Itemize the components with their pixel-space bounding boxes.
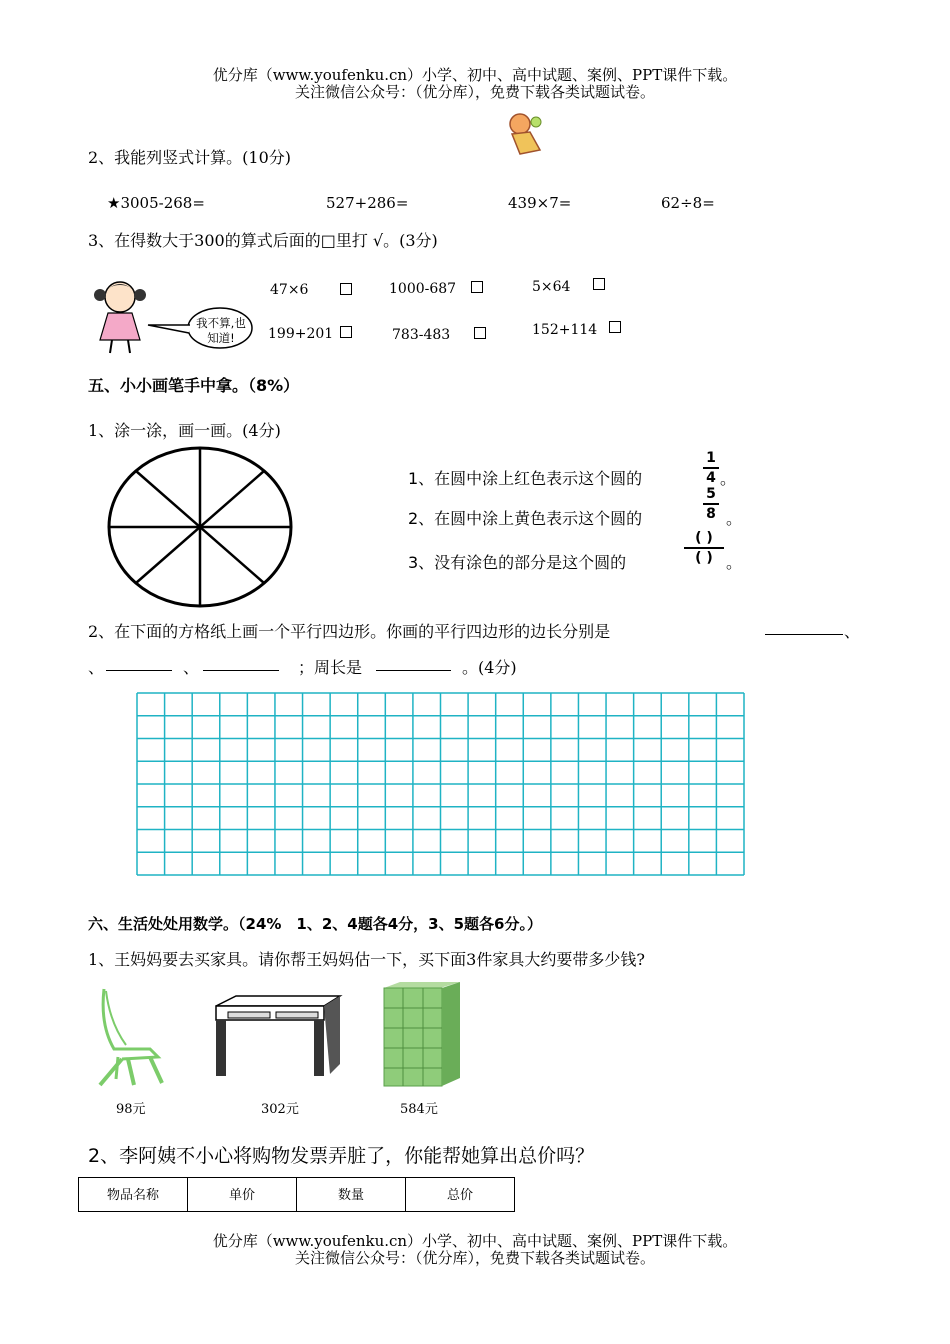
color-task-2: 2、在圆中涂上黄色表示这个圆的 (408, 509, 643, 528)
q3-expr-5: 783-483 (392, 327, 451, 343)
section5-title: 五、小小画笔手中拿。（8%） (88, 376, 300, 395)
side-length-blank-3[interactable] (203, 656, 279, 671)
fraction-five-eighths: 5 8 (703, 486, 719, 522)
section6-q1: 1、王妈妈要去买家具。请你帮王妈妈估一下，买下面3件家具大约要带多少钱? (88, 950, 645, 969)
q2-item-4: 62÷8= (661, 194, 715, 212)
color-task-2-end: 。 (726, 509, 743, 528)
perimeter-label: ；周长是 (298, 658, 363, 677)
footer-line-1: 优分库（www.youfenku.cn）小学、初中、高中试题、案例、PPT课件下载。 (212, 1232, 738, 1250)
desk-price: 302元 (261, 1102, 299, 1117)
header-item-name: 物品名称 (79, 1178, 188, 1212)
separator-2: 、 (88, 658, 105, 677)
side-length-blank-1[interactable] (765, 620, 843, 635)
section5-q1-title: 1、涂一涂，画一画。(4分) (88, 421, 281, 440)
chair-price: 98元 (116, 1102, 146, 1117)
speech-bubble-text: 我不算,也知道! (196, 316, 246, 345)
fraction-blank[interactable]: ( ) ( ) (684, 530, 724, 566)
q3-checkbox-3[interactable] (593, 278, 605, 290)
q3-expr-3: 5×64 (532, 279, 571, 295)
q3-expr-1: 47×6 (270, 282, 309, 298)
q2-item-1: ★3005-268= (107, 194, 205, 212)
header-line-2: 关注微信公众号：（优分库），免费下载各类试题试卷。 (294, 83, 655, 101)
circle-divided-eighths (104, 444, 296, 610)
table-header-row (79, 1178, 515, 1212)
section6-title: 六、生活处处用数学。（24% 1、2、4题各4分，3、5题各6分。） (88, 915, 542, 933)
cartoon-girl-illustration (500, 108, 550, 158)
perimeter-blank[interactable] (376, 656, 451, 671)
color-task-1-end: 。 (720, 469, 737, 488)
q3-expr-4: 199+201 (268, 326, 334, 342)
q2-title: 2、我能列竖式计算。(10分) (88, 148, 292, 167)
color-task-1: 1、在圆中涂上红色表示这个圆的 (408, 469, 643, 488)
header-total: 总价 (406, 1178, 515, 1212)
color-task-3: 3、没有涂色的部分是这个圆的 (408, 553, 627, 572)
color-task-3-end: 。 (726, 553, 743, 572)
cabinet-image (378, 980, 464, 1090)
q3-checkbox-2[interactable] (471, 281, 483, 293)
header-quantity: 数量 (297, 1178, 406, 1212)
cabinet-price: 584元 (400, 1102, 438, 1117)
section5-q2-line1: 2、在下面的方格纸上画一个平行四边形。你画的平行四边形的边长分别是 (88, 622, 611, 641)
separator-1: 、 (844, 622, 861, 641)
q3-checkbox-4[interactable] (340, 326, 352, 338)
q3-checkbox-6[interactable] (609, 321, 621, 333)
invoice-table (78, 1177, 515, 1212)
q3-expr-2: 1000-687 (389, 281, 457, 297)
chair-image (92, 985, 172, 1090)
header-line-1: 优分库（www.youfenku.cn）小学、初中、高中试题、案例、PPT课件下载。 (212, 66, 738, 84)
header-unit-price: 单价 (188, 1178, 297, 1212)
q2-item-3: 439×7= (508, 194, 572, 212)
q3-expr-6: 152+114 (532, 322, 598, 338)
desk-image (214, 994, 344, 1080)
separator-3: 、 (183, 658, 200, 677)
q3-checkbox-5[interactable] (474, 327, 486, 339)
footer-line-2: 关注微信公众号：（优分库），免费下载各类试题试卷。 (294, 1249, 655, 1267)
grid-paper[interactable] (136, 692, 745, 876)
fraction-one-quarter: 1 4 (703, 450, 719, 486)
q2-item-2: 527+286= (326, 194, 409, 212)
q3-checkbox-1[interactable] (340, 283, 352, 295)
q2-score: 。(4分) (462, 658, 517, 677)
side-length-blank-2[interactable] (106, 656, 172, 671)
q3-title: 3、在得数大于300的算式后面的□里打 √。(3分) (88, 231, 438, 250)
section6-q2: 2、李阿姨不小心将购物发票弄脏了，你能帮她算出总价吗？ (88, 1145, 595, 1167)
